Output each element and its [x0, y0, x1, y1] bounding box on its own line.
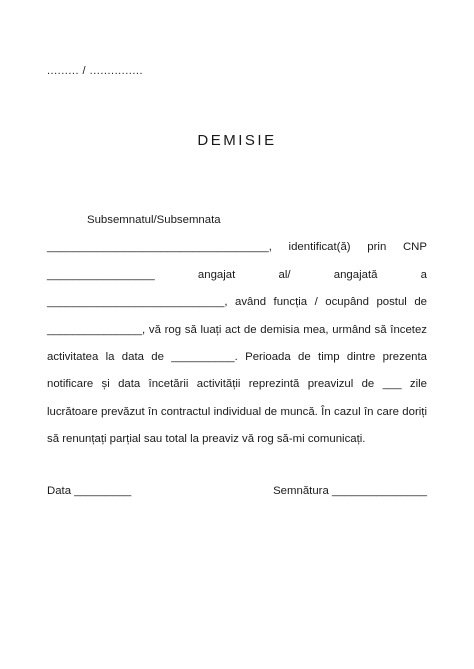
body-part-1: Subsemnatul/Subsemnata ___________________________________, identificat(ă) prin CNP _________________ angajat al/ angajată a ____________________________, având funcția / ocupând postul de _______________, vă rog să luați act de demisia mea, urmând să încetez activitatea la data de __________.	[47, 214, 427, 364]
document-reference: ......... / ...............	[47, 65, 144, 77]
document-body	[47, 207, 427, 454]
signature-field: Semnătura _______________	[273, 485, 427, 497]
body-part-2: Perioada de timp dintre prezenta notificare și data încetării activității reprezintă preavizul de ___ zile lucrătoare prevăzut în contractul individual de muncă. În cazul în care doriți să renunțați parțial sau total la preaviz vă rog să-mi comunicați.	[47, 351, 428, 446]
date-field: Data _________	[47, 485, 132, 497]
document-title: DEMISIE	[197, 132, 277, 149]
